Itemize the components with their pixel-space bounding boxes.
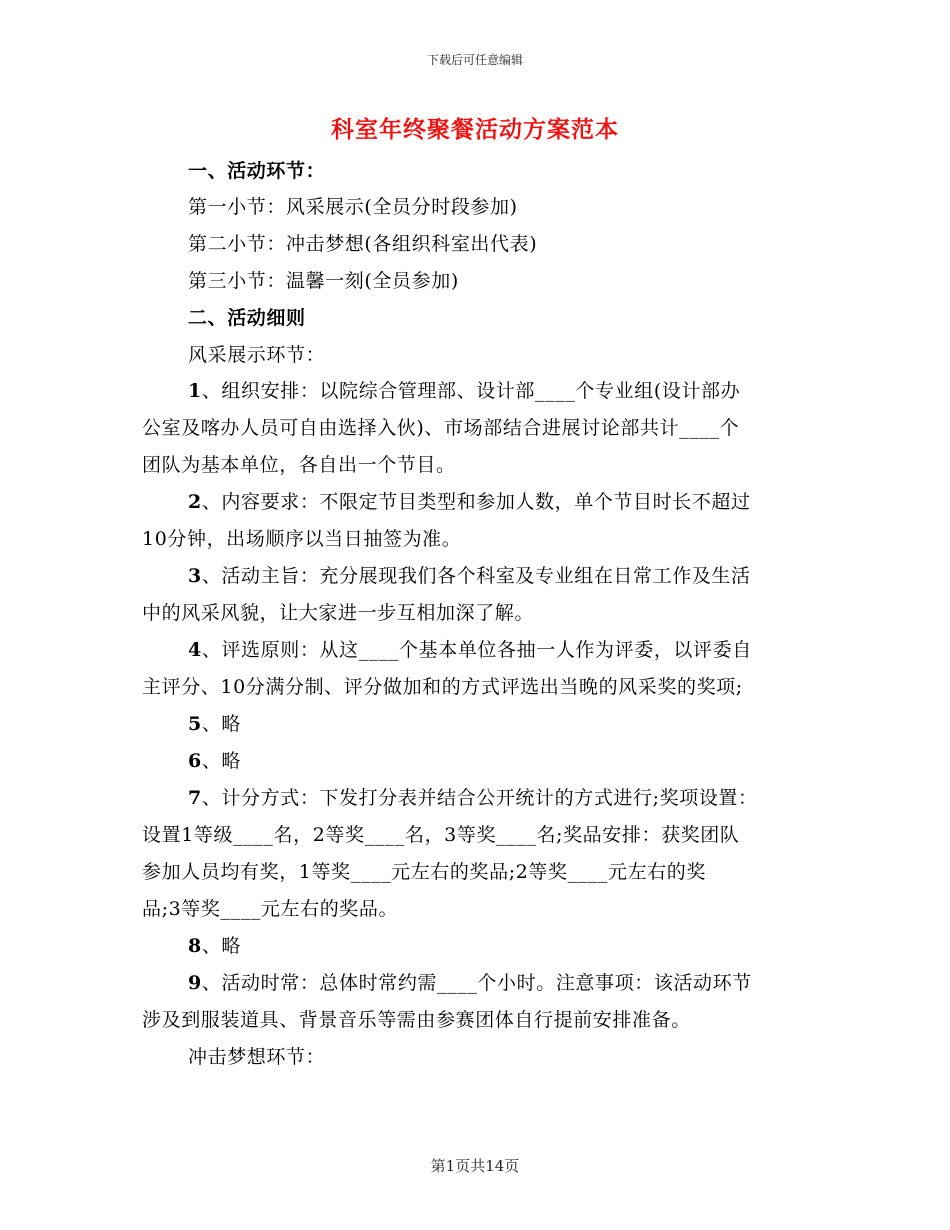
paragraph-3-line-2: 中的风采风貌，让大家进一步互相加深了解。: [142, 602, 535, 624]
document-title: 科室年终聚餐活动方案范本: [331, 116, 619, 143]
paragraph-8-text: 、略: [201, 935, 242, 957]
paragraph-2-text: 、内容要求：不限定节目类型和参加人数，单个节目时长不超过: [201, 491, 751, 513]
paragraph-5: [188, 709, 858, 739]
paragraph-3-line-1: [188, 561, 858, 591]
paragraph-7-line-3: 参加人员均有奖，1等奖____元左右的奖品;2等奖____元左右的奖: [142, 861, 706, 883]
paragraph-8: [188, 931, 858, 961]
page-footer: 第1页共14页: [430, 1157, 520, 1175]
section-1-heading: 一、活动环节：: [188, 160, 326, 182]
paragraph-7-text: 、计分方式：下发打分表并结合公开统计的方式进行;奖项设置：: [201, 787, 758, 809]
paragraph-9-number: 9: [188, 972, 202, 994]
subsection-heading-1: 风采展示环节：: [188, 344, 326, 366]
paragraph-1-line-3: 团队为基本单位，各自出一个节目。: [142, 454, 456, 476]
paragraph-3-text: 、活动主旨：充分展现我们各个科室及专业组在日常工作及生活: [201, 565, 751, 587]
paragraph-9-line-1: [188, 968, 858, 998]
paragraph-2-line-1: [188, 487, 858, 517]
paragraph-1-line-2: 公室及喀办人员可自由选择入伙)、市场部结合进展讨论部共计____个: [142, 417, 740, 439]
subsection-heading-2: 冲击梦想环节：: [188, 1046, 326, 1068]
paragraph-1-number: 1: [188, 380, 202, 402]
section-1-item-3: 第三小节：温馨一刻(全员参加): [188, 270, 459, 292]
paragraph-6: [188, 746, 858, 776]
paragraph-4-number: 4: [188, 639, 202, 661]
paragraph-7-line-4: 品;3等奖____元左右的奖品。: [142, 898, 399, 920]
paragraph-9-line-2: 涉及到服装道具、背景音乐等需由参赛团体自行提前安排准备。: [142, 1009, 691, 1031]
section-1-item-2: 第二小节：冲击梦想(各组织科室出代表): [188, 233, 538, 255]
paragraph-2-line-2: 10分钟，出场顺序以当日抽签为准。: [142, 528, 462, 550]
paragraph-4-line-1: [188, 635, 858, 665]
paragraph-4-line-2: 主评分、10分满分制、评分做加和的方式评选出当晚的风采奖的奖项;: [142, 676, 743, 698]
paragraph-1-line-1: [188, 376, 858, 406]
paragraph-7-line-1: [188, 783, 858, 813]
paragraph-1-text: 、组织安排：以院综合管理部、设计部____个专业组(设计部办: [201, 380, 741, 402]
page-header: 下载后可任意编辑: [426, 53, 523, 67]
paragraph-6-number: 6: [188, 750, 202, 772]
section-2-heading: 二、活动细则: [188, 307, 306, 329]
paragraph-3-number: 3: [188, 565, 202, 587]
paragraph-2-number: 2: [188, 491, 202, 513]
paragraph-7-number: 7: [188, 787, 202, 809]
section-1-item-1: 第一小节：风采展示(全员分时段参加): [188, 196, 518, 218]
paragraph-5-number: 5: [188, 713, 202, 735]
paragraph-8-number: 8: [188, 935, 202, 957]
paragraph-6-text: 、略: [201, 750, 242, 772]
paragraph-9-text: 、活动时常：总体时常约需____个小时。注意事项：该活动环节: [201, 972, 752, 994]
paragraph-4-text: 、评选原则：从这____个基本单位各抽一人作为评委，以评委自: [201, 639, 752, 661]
paragraph-5-text: 、略: [201, 713, 242, 735]
paragraph-7-line-2: 设置1等级____名，2等奖____名，3等奖____名;奖品安排：获奖团队: [142, 824, 740, 846]
